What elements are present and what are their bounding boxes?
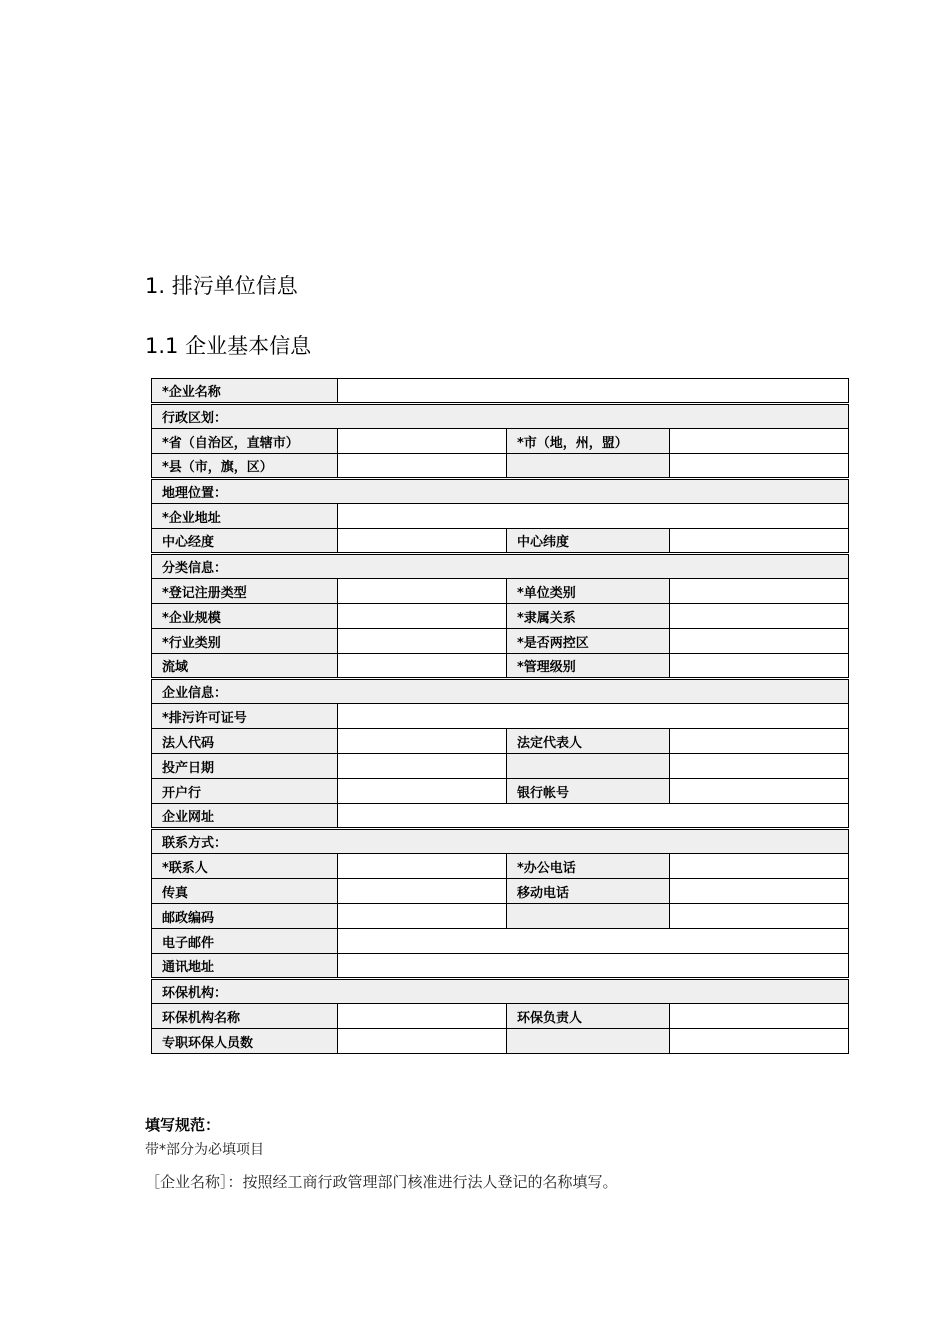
- label-bank-account: 银行帐号: [507, 779, 670, 804]
- section-contact: 联系方式：: [152, 829, 849, 854]
- field-affiliation[interactable]: [670, 604, 849, 629]
- label-province: *省（自治区，直辖市）: [152, 429, 338, 454]
- field-basin[interactable]: [338, 654, 507, 679]
- empty-label-cell: [507, 754, 670, 779]
- field-email[interactable]: [338, 929, 849, 954]
- label-latitude: 中心纬度: [507, 529, 670, 554]
- empty-label-cell: [507, 454, 670, 479]
- label-start-date: 投产日期: [152, 754, 338, 779]
- required-note: 带*部分为必填项目: [145, 1142, 264, 1158]
- label-fax: 传真: [152, 879, 338, 904]
- label-mail-address: 通讯地址: [152, 954, 338, 979]
- label-reg-type: *登记注册类型: [152, 579, 338, 604]
- field-env-staff[interactable]: [338, 1029, 507, 1054]
- empty-field-cell: [670, 904, 849, 929]
- field-longitude[interactable]: [338, 529, 507, 554]
- fill-rules: [145, 1114, 618, 1192]
- field-legal-code[interactable]: [338, 729, 507, 754]
- section-heading: 1. 排污单位信息: [145, 274, 298, 298]
- label-contact-person: *联系人: [152, 854, 338, 879]
- field-mail-address[interactable]: [338, 954, 849, 979]
- field-mobile[interactable]: [670, 879, 849, 904]
- field-industry[interactable]: [338, 629, 507, 654]
- field-contact-person[interactable]: [338, 854, 507, 879]
- field-env-head[interactable]: [670, 1004, 849, 1029]
- label-unit-type: *单位类别: [507, 579, 670, 604]
- field-office-phone[interactable]: [670, 854, 849, 879]
- empty-field-cell: [670, 754, 849, 779]
- label-mgmt-level: *管理级别: [507, 654, 670, 679]
- field-permit[interactable]: [338, 704, 849, 729]
- empty-field-cell: [670, 1029, 849, 1054]
- fill-rules-title: 填写规范：: [145, 1116, 221, 1134]
- field-latitude[interactable]: [670, 529, 849, 554]
- name-rule: ［企业名称］：按照经工商行政管理部门核准进行法人登记的名称填写。: [145, 1173, 618, 1191]
- field-enterprise-name[interactable]: [338, 379, 849, 404]
- field-address[interactable]: [338, 504, 849, 529]
- label-env-staff: 专职环保人员数: [152, 1029, 338, 1054]
- section-classification: 分类信息：: [152, 554, 849, 579]
- label-email: 电子邮件: [152, 929, 338, 954]
- section-geo-location: 地理位置：: [152, 479, 849, 504]
- field-province[interactable]: [338, 429, 507, 454]
- label-bank: 开户行: [152, 779, 338, 804]
- label-city: *市（地，州，盟）: [507, 429, 670, 454]
- label-env-org-name: 环保机构名称: [152, 1004, 338, 1029]
- field-unit-type[interactable]: [670, 579, 849, 604]
- field-reg-type[interactable]: [338, 579, 507, 604]
- field-legal-rep[interactable]: [670, 729, 849, 754]
- field-env-org-name[interactable]: [338, 1004, 507, 1029]
- field-two-control[interactable]: [670, 629, 849, 654]
- label-address: *企业地址: [152, 504, 338, 529]
- label-affiliation: *隶属关系: [507, 604, 670, 629]
- label-postcode: 邮政编码: [152, 904, 338, 929]
- label-legal-rep: 法定代表人: [507, 729, 670, 754]
- label-env-head: 环保负责人: [507, 1004, 670, 1029]
- enterprise-info-form: [151, 378, 849, 1054]
- field-website[interactable]: [338, 804, 849, 829]
- label-office-phone: *办公电话: [507, 854, 670, 879]
- field-bank[interactable]: [338, 779, 507, 804]
- section-env-org: 环保机构：: [152, 979, 849, 1004]
- empty-label-cell: [507, 904, 670, 929]
- section-admin-division: 行政区划：: [152, 404, 849, 429]
- field-fax[interactable]: [338, 879, 507, 904]
- label-legal-code: 法人代码: [152, 729, 338, 754]
- field-county[interactable]: [338, 454, 507, 479]
- field-postcode[interactable]: [338, 904, 507, 929]
- field-scale[interactable]: [338, 604, 507, 629]
- label-two-control: *是否两控区: [507, 629, 670, 654]
- empty-label-cell: [507, 1029, 670, 1054]
- field-bank-account[interactable]: [670, 779, 849, 804]
- label-mobile: 移动电话: [507, 879, 670, 904]
- field-city[interactable]: [670, 429, 849, 454]
- section-enterprise-info: 企业信息：: [152, 679, 849, 704]
- field-start-date[interactable]: [338, 754, 507, 779]
- subsection-heading: 1.1 企业基本信息: [145, 334, 312, 358]
- label-county: *县（市，旗，区）: [152, 454, 338, 479]
- label-basin: 流域: [152, 654, 338, 679]
- label-scale: *企业规模: [152, 604, 338, 629]
- label-website: 企业网址: [152, 804, 338, 829]
- label-permit: *排污许可证号: [152, 704, 338, 729]
- label-enterprise-name: *企业名称: [152, 379, 338, 404]
- label-industry: *行业类别: [152, 629, 338, 654]
- empty-field-cell: [670, 454, 849, 479]
- label-longitude: 中心经度: [152, 529, 338, 554]
- field-mgmt-level[interactable]: [670, 654, 849, 679]
